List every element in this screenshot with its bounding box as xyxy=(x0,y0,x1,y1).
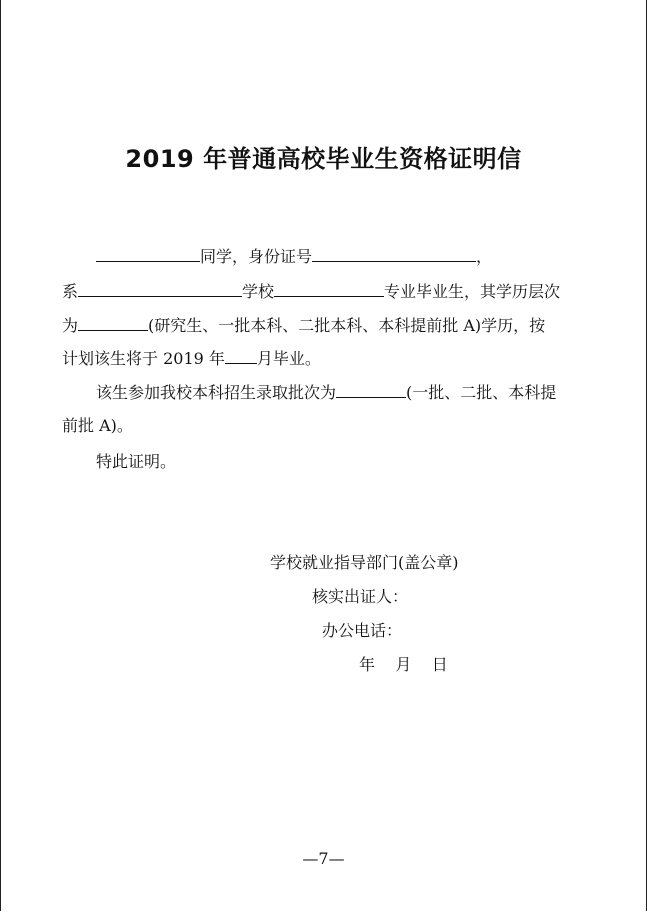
blank-id-number xyxy=(312,246,476,262)
blank-department xyxy=(78,281,242,297)
body-line-3 xyxy=(62,315,545,336)
signature-verifier: 核实出证人： xyxy=(312,587,409,606)
line4-text-a: 计划该生将于 2019 年 xyxy=(62,349,225,368)
signature-dept: 学校就业指导部门(盖公章) xyxy=(270,553,459,572)
line3-text-b: (研究生、一批本科、二批本科、本科提前批 A)学历，按 xyxy=(148,316,546,335)
line5-text-a: 该生参加我校本科招生录取批次为 xyxy=(96,383,337,402)
body-line-1 xyxy=(96,246,492,267)
blank-education-level xyxy=(78,315,148,331)
signature-phone: 办公电话： xyxy=(322,621,403,640)
body-line-2 xyxy=(62,281,560,302)
line2-text-c: 专业毕业生，其学历层次 xyxy=(384,282,561,301)
blank-graduation-month xyxy=(225,348,257,364)
blank-student-name xyxy=(96,246,200,262)
body-line-7: 特此证明。 xyxy=(96,452,177,471)
line2-text-b: 学校 xyxy=(242,282,275,301)
signature-date: 年 月 日 xyxy=(359,655,448,674)
line2-text-a: 系 xyxy=(62,282,79,301)
blank-admission-batch xyxy=(336,382,406,398)
body-line-6: 前批 A)。 xyxy=(62,416,133,435)
line3-text-a: 为 xyxy=(62,316,79,335)
document-title: 2019 年普通高校毕业生资格证明信 xyxy=(125,145,522,173)
body-line-5 xyxy=(96,382,556,403)
line5-text-b: (一批、二批、本科提 xyxy=(406,383,557,402)
line4-text-b: 月毕业。 xyxy=(256,349,321,368)
line1-text-b: ， xyxy=(476,247,493,266)
page-number: —7— xyxy=(302,849,345,868)
blank-school xyxy=(274,281,384,297)
body-line-4 xyxy=(62,348,321,369)
line1-text-a: 同学，身份证号 xyxy=(200,247,313,266)
